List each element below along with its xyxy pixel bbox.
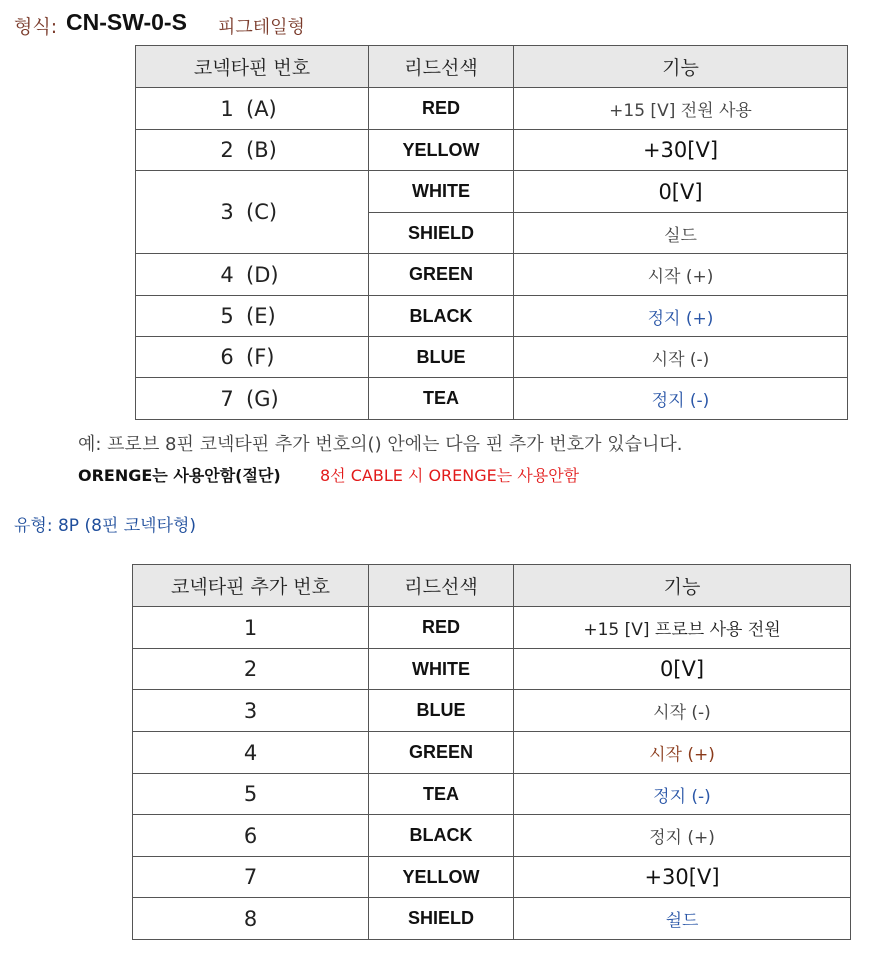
pinout-table-8pin	[132, 564, 851, 940]
pin-cell: 4 (D)	[136, 254, 369, 296]
function-cell: +15 [V] 전원 사용	[514, 88, 848, 130]
lead-color-cell: WHITE	[369, 649, 514, 690]
pin-cell: 2	[133, 649, 369, 690]
table-row	[136, 130, 848, 171]
function-cell: 정지 (-)	[514, 378, 848, 420]
header-function: 기능	[514, 46, 848, 88]
function-cell: 정지 (+)	[514, 815, 851, 857]
pin-cell: 1	[133, 607, 369, 649]
pin-cell: 7	[133, 857, 369, 898]
table-row	[133, 774, 851, 815]
lead-color-cell: GREEN	[369, 732, 514, 774]
lead-color-cell: SHIELD	[369, 213, 514, 254]
lead-color-cell: YELLOW	[369, 130, 514, 171]
function-cell: 시작 (+)	[514, 732, 851, 774]
header-lead-color: 리드선색	[369, 46, 514, 88]
table-header-row	[133, 565, 851, 607]
model-label: 형식:	[14, 16, 58, 38]
pin-cell: 8	[133, 898, 369, 940]
lead-color-cell: BLUE	[369, 690, 514, 732]
header-pin-number: 코넥타핀 번호	[136, 46, 369, 88]
table-row	[136, 88, 848, 130]
pin-cell: 6 (F)	[136, 337, 369, 378]
function-cell: 시작 (-)	[514, 337, 848, 378]
model-kind: 피그테일형	[218, 17, 305, 38]
pin-cell: 1 (A)	[136, 88, 369, 130]
table-row	[133, 815, 851, 857]
lead-color-cell: TEA	[369, 378, 514, 420]
pin-cell: 3	[133, 690, 369, 732]
function-cell: 0[V]	[514, 171, 848, 213]
lead-color-cell: TEA	[369, 774, 514, 815]
table-row	[136, 254, 848, 296]
lead-color-cell: RED	[369, 88, 514, 130]
pinout-table-pigtail	[135, 45, 848, 420]
table-row	[133, 732, 851, 774]
pin-cell: 7 (G)	[136, 378, 369, 420]
table-row	[136, 296, 848, 337]
function-cell: +30[V]	[514, 857, 851, 898]
function-cell: 시작 (-)	[514, 690, 851, 732]
orange-note: ORENGE는 사용안함(절단)	[78, 466, 281, 485]
pin-cell: 4	[133, 732, 369, 774]
table-row	[133, 649, 851, 690]
lead-color-cell: BLACK	[369, 296, 514, 337]
pin-cell: 5	[133, 774, 369, 815]
example-note: 예: 프로브 8핀 코넥타핀 추가 번호의() 안에는 다음 핀 추가 번호가 있습니다.	[78, 434, 683, 455]
function-cell: +30[V]	[514, 130, 848, 171]
lead-color-cell: SHIELD	[369, 898, 514, 940]
lead-color-cell: BLUE	[369, 337, 514, 378]
lead-color-cell: RED	[369, 607, 514, 649]
function-cell: 0[V]	[514, 649, 851, 690]
lead-color-cell: BLACK	[369, 815, 514, 857]
type-line: 유형: 8P (8핀 코넥타형)	[14, 516, 197, 536]
pin-cell: 5 (E)	[136, 296, 369, 337]
table-header-row	[136, 46, 848, 88]
function-cell: 정지 (-)	[514, 774, 851, 815]
lead-color-cell: YELLOW	[369, 857, 514, 898]
table-row	[133, 607, 851, 649]
table-row	[136, 337, 848, 378]
header-lead-color: 리드선색	[369, 565, 514, 607]
function-cell: 정지 (+)	[514, 296, 848, 337]
function-cell: +15 [V] 프로브 사용 전원	[514, 607, 851, 649]
function-cell: 실드	[514, 213, 848, 254]
table-row	[136, 378, 848, 420]
pin-cell: 2 (B)	[136, 130, 369, 171]
orange-note-red: 8선 CABLE 시 ORENGE는 사용안함	[320, 466, 580, 485]
table-row	[133, 898, 851, 940]
header-pin-number: 코넥타핀 추가 번호	[133, 565, 369, 607]
table-row	[136, 171, 848, 213]
lead-color-cell: GREEN	[369, 254, 514, 296]
table-row	[133, 857, 851, 898]
model-name: CN-SW-0-S	[66, 9, 187, 35]
lead-color-cell: WHITE	[369, 171, 514, 213]
pin-cell: 3 (C)	[136, 171, 369, 254]
table-row	[133, 690, 851, 732]
function-cell: 쉴드	[514, 898, 851, 940]
function-cell: 시작 (+)	[514, 254, 848, 296]
header-function: 기능	[514, 565, 851, 607]
pin-cell: 6	[133, 815, 369, 857]
